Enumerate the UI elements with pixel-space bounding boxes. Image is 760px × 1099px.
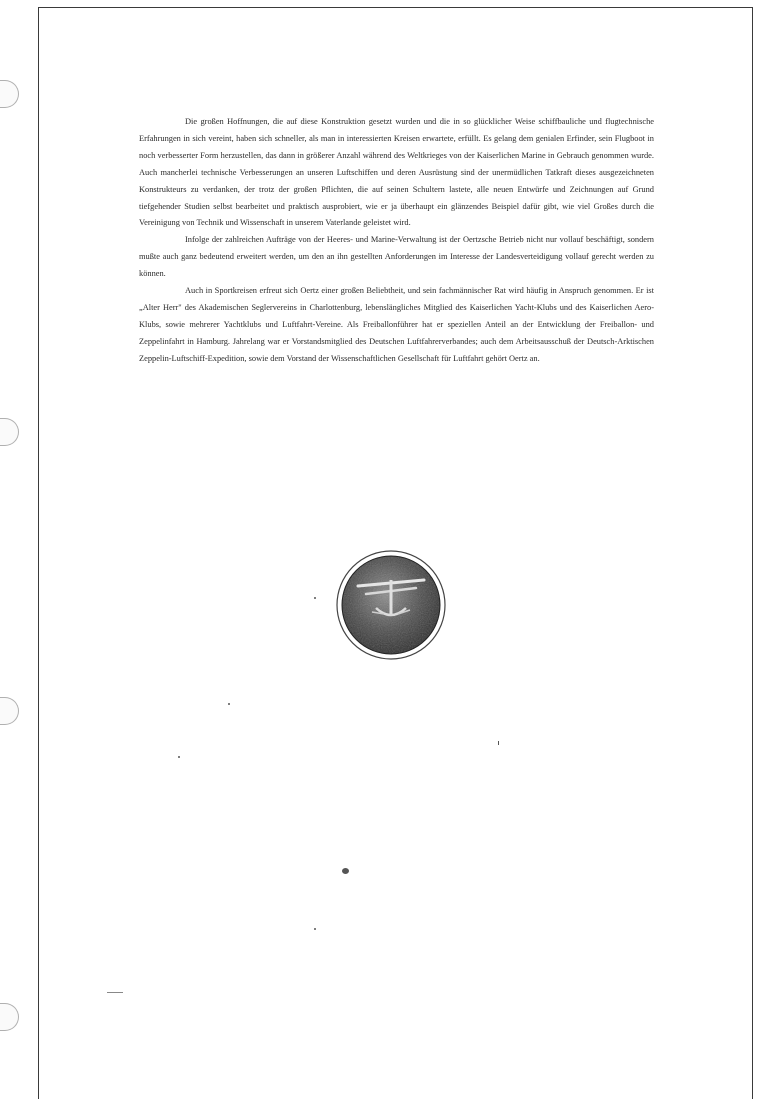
paragraph-2: Infolge der zahlreichen Aufträge von der Heeres- und Marine-Verwaltung ist der Oertzsche Betrieb nicht nur vollauf beschäftigt, sondern mußte auch ganz bedeutend erweitert werden, um den an ihn gestellten Anforderungen im Interesse der Landesverteidigung vollauf gerecht werden zu können.: [139, 235, 654, 279]
ink-speck: [342, 868, 349, 874]
punch-hole-1: [0, 80, 19, 108]
ink-speck: [498, 741, 499, 745]
ink-speck: [314, 928, 316, 930]
punch-hole-2: [0, 418, 19, 446]
paragraph-3: Auch in Sportkreisen erfreut sich Oertz einer großen Beliebtheit, und sein fachmännischer Rat wird häufig in Anspruch genommen. Er ist „Alter Herr" des Akademischen Seglervereins in Charlottenburg, lebenslängliches Mitglied des Kaiserlichen Yacht-Klubs und des Kaiserlichen Aero-Klubs, sowie mehrerer Yachtklubs und Luftfahrt-Vereine. Als Freiballonführer hat er speziellen Anteil an der Entwicklung der Freiballon- und Zeppelinfahrt in Hamburg. Jahrelang war er Vorstandsmitglied des Deutschen Luftfahrerverbandes; auch dem Arbeitsausschuß der Deutsch-Arktischen Zeppelin-Luftschiff-Expedition, sowie dem Vorstand der Wissenschaftlichen Gesellschaft für Luftfahrt gehört Oertz an.: [139, 286, 654, 363]
punch-hole-4: [0, 1003, 19, 1031]
pencil-mark: [107, 992, 123, 993]
paragraph-1: Die großen Hoffnungen, die auf diese Konstruktion gesetzt wurden und die in so glücklicher Weise schiffbauliche und flugtechnische Erfahrungen in sich vereint, haben sich schneller, als man in interessierten Kreisen erwartete, erfüllt. Es gelang dem genialen Erfinder, sein Flugboot in noch verbesserter Form herzustellen, das dann in größerer Anzahl während des Weltkrieges von der Kaiserlichen Marine in Gebrauch genommen wurde. Auch mancherlei technische Verbesserungen an unseren Luftschiffen und deren Ausrüstung sind der unermüdlichen Tatkraft dieses ausgezeichneten Konstrukteurs zu verdanken, der trotz der großen Pflichten, die auf seinen Schultern lastete, alle neuen Entwürfe und Zeichnungen auf Grund tiefgehender Studien selbst bearbeitet und praktisch ausprobiert, wie er ja überhaupt ein glänzendes Beispiel dafür gibt, wie viel Großes durch die Vereinigung von Technik und Wissenschaft in unserem Vaterlande geleistet wird.: [139, 117, 654, 228]
punch-hole-3: [0, 697, 19, 725]
body-text: [139, 114, 654, 368]
ink-speck: [178, 756, 180, 758]
seal-emblem-icon: [336, 550, 446, 660]
ink-speck: [228, 703, 230, 705]
ink-speck: [314, 597, 316, 599]
